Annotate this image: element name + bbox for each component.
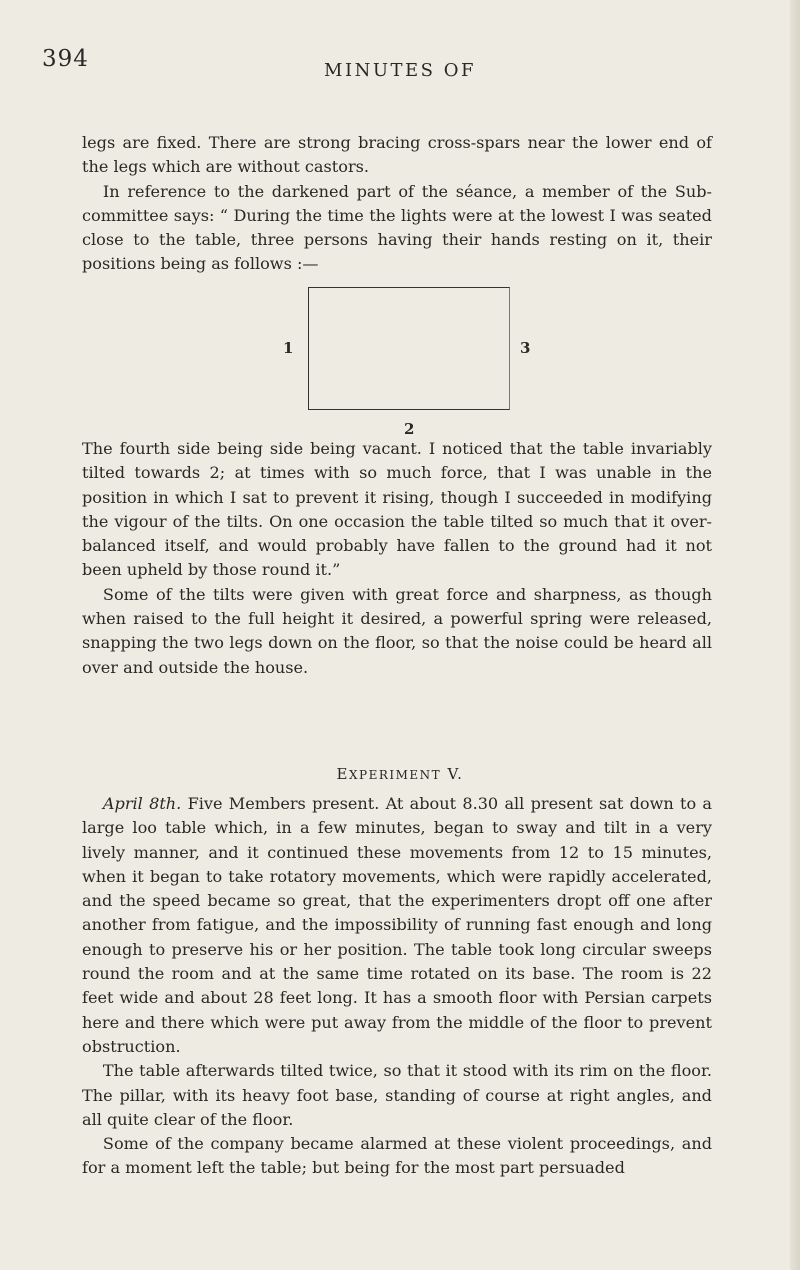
position-label-left: 1 bbox=[283, 339, 294, 357]
text-block-middle bbox=[82, 437, 712, 680]
position-label-bottom: 2 bbox=[404, 420, 415, 438]
paragraph: Some of the company became alarmed at these violent proceedings, and for a moment left the table; but being for the most part persuaded bbox=[82, 1134, 712, 1178]
paragraph-text: Five Members present. At about 8.30 all present sat down to a large loo table which, in a few minutes, began to sway and tilt in a very lively manner, and it continued these movements from 12 to 15 minutes, when it began to take rotatory movements, which were rapidly accelerated, and the speed became so great, that the experimenters dropt off one after another from fatigue, and the impossibility of running fast enough and long enough to preserve his or her position. The table took long circular sweeps round the room and at the same time rotated on its base. The room is 22 feet wide and about 28 feet long. It has a smooth floor with Persian carpets here and there which were put away from the middle of the floor to prevent obstruction. bbox=[82, 794, 713, 1056]
heading-initial: E bbox=[336, 765, 349, 783]
position-label-right: 3 bbox=[520, 339, 531, 357]
paragraph: legs are fixed. There are strong bracing cross-spars near the lower end of the legs which are without castors. bbox=[82, 133, 712, 177]
paragraph: Some of the tilts were given with great force and sharpness, as though when raised to the full height it desired, a powerful spring were released, snapping the two legs down on the floor, so that the noise could be heard all over and outside the house. bbox=[82, 584, 712, 677]
heading-smallcaps: XPERIMENT bbox=[348, 768, 442, 782]
table-outline bbox=[308, 287, 510, 410]
paragraph bbox=[82, 792, 712, 1059]
text-block-lower bbox=[82, 792, 712, 1181]
seating-diagram bbox=[308, 287, 513, 413]
page-number: 394 bbox=[42, 46, 89, 72]
page-edge bbox=[790, 0, 800, 1270]
running-head: MINUTES OF bbox=[324, 60, 476, 81]
heading-numeral: V. bbox=[447, 765, 464, 783]
paragraph: In reference to the darkened part of the séance, a member of the Sub-committee says: “ During the time the lights were at the lowest I was seated close to the table, three persons having their hands resting on it, their positions being as follows :— bbox=[82, 181, 712, 274]
section-heading bbox=[0, 765, 800, 783]
paragraph: The fourth side being side being vacant. I noticed that the table invariably tilted towards 2; at times with so much force, that I was unable in the position in which I sat to prevent it rising, though I succeeded in modifying the vigour of the tilts. On one occasion the table tilted so much that it over-balanced itself, and would probably have fallen to the ground had it not been upheld by those round it.” bbox=[82, 439, 712, 580]
text-block-upper bbox=[82, 131, 712, 277]
paragraph: The table afterwards tilted twice, so that it stood with its rim on the floor. The pillar, with its heavy foot base, standing of course at right angles, and all quite clear of the floor. bbox=[82, 1061, 712, 1129]
entry-date: April 8th. bbox=[102, 794, 182, 813]
